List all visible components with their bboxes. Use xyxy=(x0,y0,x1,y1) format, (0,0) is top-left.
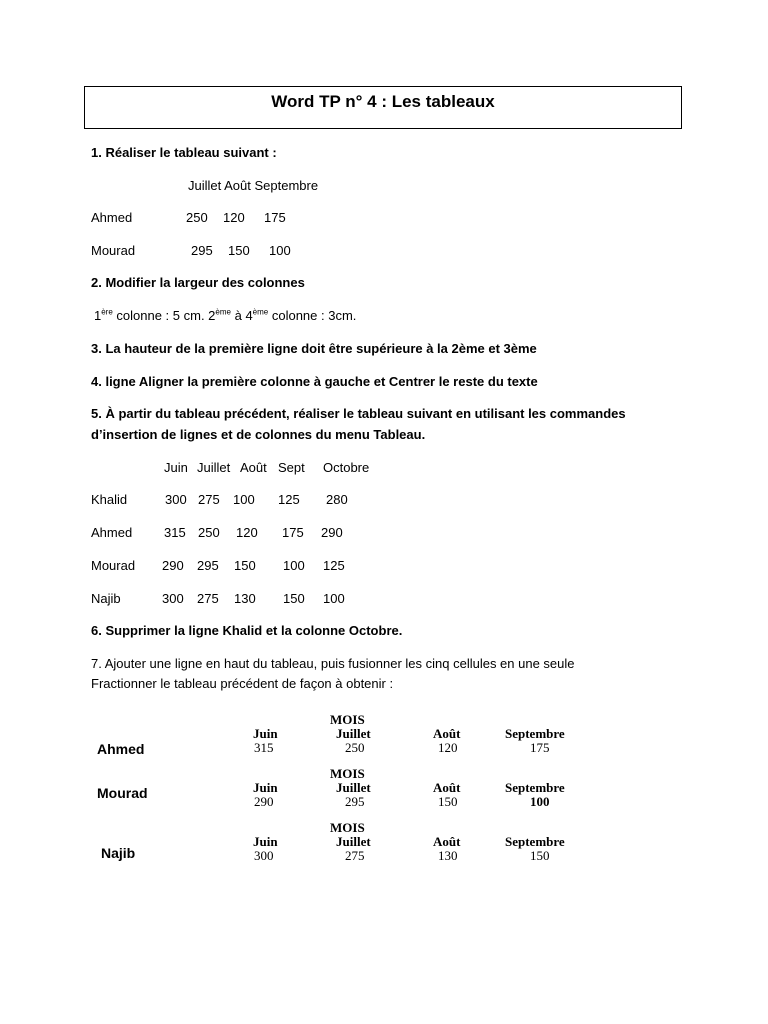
q1-cell: 150 xyxy=(228,243,250,258)
q2-superscript: ème xyxy=(252,307,269,317)
final-cell: 175 xyxy=(530,740,550,755)
q1-row-name: Mourad xyxy=(91,243,136,258)
question-7-line-1: 7. Ajouter une ligne en haut du tableau, puis fusionner les cinq cellules en une seule xyxy=(91,656,575,671)
final-month-header: Juin xyxy=(253,726,278,741)
q5-cell: 175 xyxy=(282,525,304,540)
final-group-label: MOIS xyxy=(330,820,365,835)
q5-row-name: Ahmed xyxy=(91,525,133,540)
question-5-line-2: d’insertion de lignes et de colonnes du menu Tableau. xyxy=(91,427,426,442)
q1-row-name: Ahmed xyxy=(91,210,133,225)
q5-row-name: Najib xyxy=(91,591,121,606)
q5-cell: 130 xyxy=(234,591,256,606)
final-month-header: Juillet xyxy=(336,834,371,849)
final-month-header: Août xyxy=(433,726,461,741)
q2-text: colonne : 5 cm. 2 xyxy=(112,308,216,323)
final-row-name: Ahmed xyxy=(97,741,145,757)
final-month-header: Septembre xyxy=(505,726,565,741)
q1-cell: 100 xyxy=(269,243,291,258)
final-cell: 295 xyxy=(345,794,365,809)
q5-row-name: Khalid xyxy=(91,492,128,507)
question-3: 3. La hauteur de la première ligne doit être supérieure à la 2ème et 3ème xyxy=(91,341,537,356)
q5-cell: 150 xyxy=(234,558,256,573)
q5-header: Octobre xyxy=(323,460,370,475)
final-cell: 150 xyxy=(438,794,458,809)
q5-cell: 290 xyxy=(162,558,184,573)
final-cell: 120 xyxy=(438,740,458,755)
q1-header: Juillet Août Septembre xyxy=(188,178,319,193)
final-month-header: Juin xyxy=(253,834,278,849)
final-cell: 315 xyxy=(254,740,274,755)
question-6: 6. Supprimer la ligne Khalid et la colonne Octobre. xyxy=(91,623,403,638)
q5-cell: 250 xyxy=(198,525,220,540)
q5-cell: 315 xyxy=(164,525,186,540)
question-1: 1. Réaliser le tableau suivant : xyxy=(91,145,277,160)
final-month-header: Septembre xyxy=(505,780,565,795)
final-cell: 290 xyxy=(254,794,274,809)
q2-text: à 4 xyxy=(230,308,253,323)
final-row-name: Mourad xyxy=(97,785,148,801)
q2-superscript: ère xyxy=(101,307,113,317)
q5-cell: 290 xyxy=(321,525,343,540)
q5-cell: 125 xyxy=(323,558,345,573)
question-7-line-2: Fractionner le tableau précédent de façon à obtenir : xyxy=(91,676,394,691)
final-cell: 150 xyxy=(530,848,550,863)
q5-cell: 275 xyxy=(198,492,220,507)
q5-cell: 275 xyxy=(197,591,219,606)
q1-cell: 175 xyxy=(264,210,286,225)
q5-header: Août xyxy=(240,460,267,475)
q5-header: Sept xyxy=(278,460,305,475)
final-group-label: MOIS xyxy=(330,712,365,727)
final-month-header: Juin xyxy=(253,780,278,795)
q5-cell: 125 xyxy=(278,492,300,507)
q1-cell: 250 xyxy=(186,210,208,225)
q2-column-widths xyxy=(94,308,356,323)
q5-cell: 100 xyxy=(283,558,305,573)
q5-row-name: Mourad xyxy=(91,558,136,573)
final-cell: 300 xyxy=(254,848,274,863)
final-month-header: Juillet xyxy=(336,780,371,795)
q2-text: colonne : 3cm. xyxy=(268,308,357,323)
q2-text: 1 xyxy=(94,308,102,323)
final-month-header: Septembre xyxy=(505,834,565,849)
final-group-label: MOIS xyxy=(330,766,365,781)
q5-cell: 295 xyxy=(197,558,219,573)
q2-superscript: ème xyxy=(215,307,231,317)
final-cell: 275 xyxy=(345,848,365,863)
final-cell: 250 xyxy=(345,740,365,755)
final-month-header: Août xyxy=(433,834,461,849)
question-5-line-1: 5. À partir du tableau précédent, réaliser le tableau suivant en utilisant les commandes xyxy=(91,406,626,421)
q5-cell: 280 xyxy=(326,492,348,507)
q5-header: Juillet xyxy=(197,460,231,475)
q5-cell: 150 xyxy=(283,591,305,606)
final-cell: 100 xyxy=(530,794,550,809)
title-box xyxy=(84,86,682,129)
q5-cell: 300 xyxy=(165,492,187,507)
final-cell: 130 xyxy=(438,848,458,863)
q1-cell: 295 xyxy=(191,243,213,258)
q1-cell: 120 xyxy=(223,210,245,225)
final-month-header: Juillet xyxy=(336,726,371,741)
q5-header: Juin xyxy=(164,460,188,475)
q5-cell: 100 xyxy=(233,492,255,507)
question-2: 2. Modifier la largeur des colonnes xyxy=(91,275,305,290)
q5-cell: 120 xyxy=(236,525,258,540)
page-title: Word TP n° 4 : Les tableaux xyxy=(271,92,495,111)
final-month-header: Août xyxy=(433,780,461,795)
question-4: 4. ligne Aligner la première colonne à gauche et Centrer le reste du texte xyxy=(91,374,538,389)
final-row-name: Najib xyxy=(101,845,136,861)
q5-cell: 300 xyxy=(162,591,184,606)
q5-cell: 100 xyxy=(323,591,345,606)
